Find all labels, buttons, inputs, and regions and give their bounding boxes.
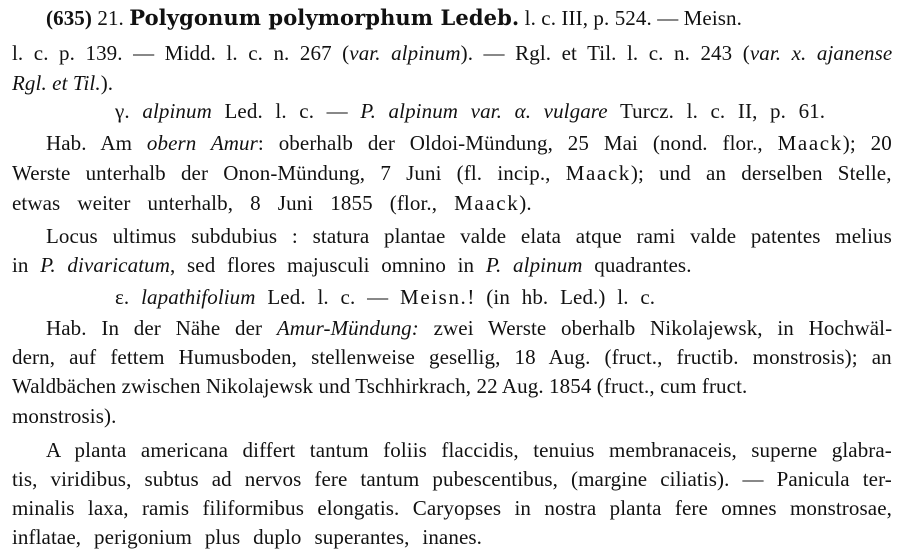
text-line — [46, 5, 742, 31]
text-line — [12, 403, 116, 429]
text-segment: Maack — [777, 131, 843, 155]
text-segment: Led. l. c. — — [255, 285, 401, 309]
text-segment: Waldbächen zwischen Nikolajewsk und Tschhirkrach, 22 Aug. 1854 (fruct., cum fruct. — [12, 374, 748, 398]
text-segment: dern, auf fettem Humusboden, stellenweise gesellig, 18 Aug. (fruct., fructib. monstrosis); an — [12, 345, 892, 369]
text-segment: in — [12, 253, 41, 277]
text-segment: ); 20 — [842, 131, 892, 155]
text-segment: ). — [100, 71, 114, 95]
text-segment: quadrantes. — [582, 253, 692, 277]
text-segment: tis, viridibus, subtus ad nervos fere tantum pubescentibus, (margine ciliatis). — Panicula ter- — [12, 467, 892, 491]
text-segment: Led. l. c. — — [211, 99, 361, 123]
text-segment: lapathifolium — [141, 285, 256, 309]
text-line — [115, 98, 825, 124]
text-line — [12, 190, 532, 216]
text-segment: ε. — [115, 285, 142, 309]
text-line — [115, 284, 655, 310]
text-segment: Turcz. l. c. II, p. 61. — [607, 99, 826, 123]
text-segment: Polygonum polymorphum Ledeb. — [129, 5, 520, 30]
text-segment: var. alpinum — [349, 41, 461, 65]
text-line — [12, 495, 892, 521]
text-segment: zwei Werste oberhalb Nikolajewsk, in Hochwäl- — [418, 316, 893, 340]
text-segment: P. alpinum var. α. vulgare — [360, 99, 608, 123]
text-segment: ); und an derselben Stelle, — [630, 161, 892, 185]
text-segment: minalis laxa, ramis filiformibus elongatis. Caryopses in nostra planta fere omnes monstrosae, — [12, 496, 892, 520]
text-segment: Locus ultimus subdubius : statura plantae valde elata atque rami valde patentes melius — [46, 224, 892, 248]
text-segment: l. c. p. 139. — Midd. l. c. n. 267 ( — [12, 41, 350, 65]
text-segment: Werste unterhalb der Onon-Mündung, 7 Juni (fl. incip., — [12, 161, 566, 185]
text-line — [46, 223, 892, 249]
text-segment: etwas weiter unterhalb, 8 Juni 1855 (flor., — [12, 191, 455, 215]
text-segment: monstrosis). — [12, 404, 117, 428]
text-segment: Hab. In der Nähe der — [46, 316, 277, 340]
text-line — [12, 524, 482, 550]
text-line — [12, 466, 892, 492]
text-segment: var. x. ajanense — [749, 41, 893, 65]
text-segment: obern Amur — [146, 131, 258, 155]
text-segment: inflatae, perigonium plus duplo superantes, inanes. — [12, 525, 483, 549]
text-segment: l. c. III, p. 524. — Meisn. — [519, 6, 742, 30]
text-segment: γ. — [115, 99, 143, 123]
text-line — [46, 315, 892, 341]
text-line — [12, 40, 892, 66]
text-line — [12, 160, 892, 186]
text-segment: A planta americana differt tantum foliis flaccidis, tenuius membranaceis, superne glabra- — [46, 438, 892, 462]
text-segment: ). — [519, 191, 532, 215]
text-segment: ! (in hb. Led.) l. c. — [467, 285, 656, 309]
text-segment: Amur-Mündung: — [276, 316, 419, 340]
text-segment: Hab. Am — [46, 131, 147, 155]
text-segment: ). — Rgl. et Til. l. c. n. 243 ( — [460, 41, 750, 65]
text-segment: Maack — [565, 161, 631, 185]
text-segment: P. alpinum — [485, 253, 583, 277]
text-line — [12, 344, 892, 370]
text-line — [12, 373, 747, 399]
text-segment: 21. — [92, 6, 130, 30]
text-segment: Meisn. — [400, 285, 468, 309]
text-line — [46, 130, 892, 156]
text-segment: : oberhalb der Oldoi-Mündung, 25 Mai (nond. flor., — [257, 131, 778, 155]
text-segment: Rgl. et Til. — [12, 71, 101, 95]
text-line — [46, 437, 892, 463]
text-segment: , sed flores majusculi omnino in — [170, 253, 486, 277]
text-line — [12, 252, 692, 278]
text-line — [12, 70, 113, 96]
text-segment: Maack — [454, 191, 520, 215]
text-segment: alpinum — [142, 99, 212, 123]
text-segment: (635) — [46, 6, 92, 30]
text-segment: P. divaricatum — [40, 253, 170, 277]
